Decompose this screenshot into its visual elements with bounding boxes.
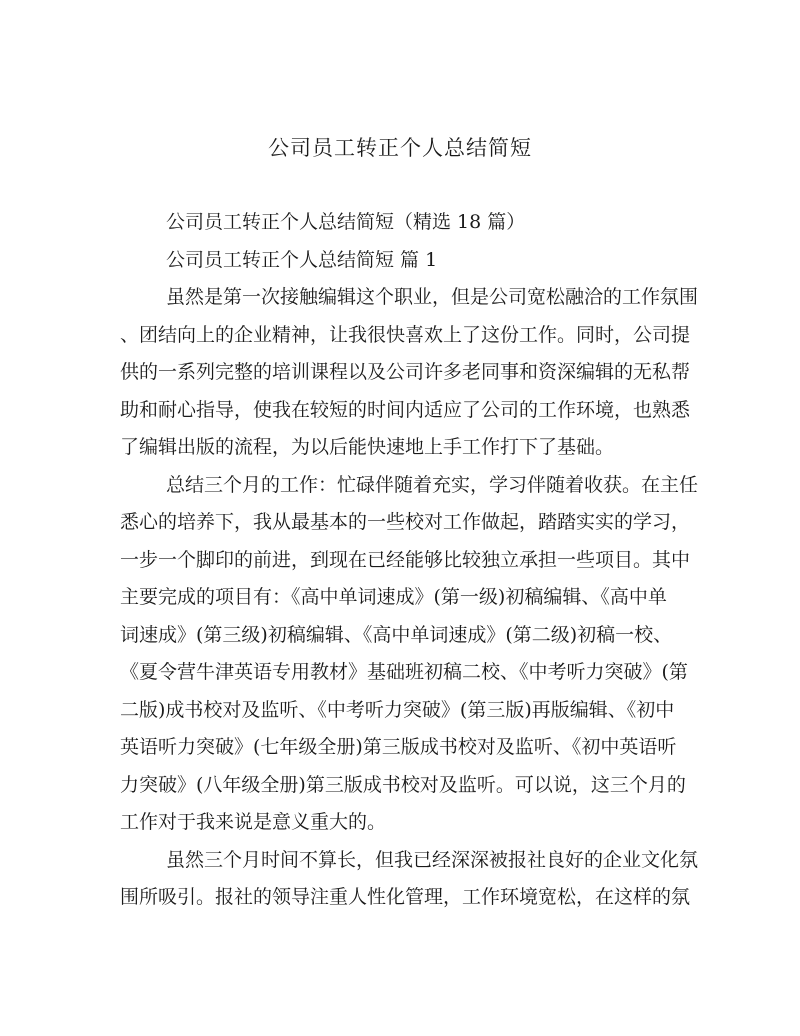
paragraph: [120, 467, 699, 842]
paragraph-line: 悉心的培养下，我从最基本的一些校对工作做起，踏踏实实的学习，: [120, 511, 691, 533]
paragraph-line: 总结三个月的工作：忙碌伴随着充实，学习伴随着收获。在主任: [166, 473, 699, 496]
paragraph-line: 助和耐心指导，使我在较短的时间内适应了公司的工作环境，也熟悉: [120, 398, 691, 421]
paragraph-line: 围所吸引。报社的领导注重人性化管理，工作环境宽松，在这样的氛: [120, 886, 691, 908]
document-body: [120, 204, 699, 917]
paragraph-line: 英语听力突破》(七年级全册)第三版成书校对及监听、《初中英语听: [120, 736, 677, 758]
section-heading: 公司员工转正个人总结简短 篇 1: [166, 248, 438, 271]
paragraph: [120, 279, 699, 467]
paragraph-line: 二版)成书校对及监听、《中考听力突破》(第三版)再版编辑、《初中: [120, 698, 675, 721]
paragraph-line: 工作对于我来说是意义重大的。: [120, 811, 387, 833]
paragraph-line: 词速成》(第三级)初稿编辑、《高中单词速成》(第二级)初稿一校、: [120, 623, 673, 646]
paragraph-line: 了编辑出版的流程，为以后能快速地上手工作打下了基础。: [120, 436, 615, 458]
paragraph-line: 一步一个脚印的前进，到现在已经能够比较独立承担一些项目。其中: [120, 548, 691, 571]
paragraph: [120, 842, 699, 917]
paragraph-line: 虽然三个月时间不算长，但我已经深深被报社良好的企业文化氛: [166, 848, 699, 871]
paragraph-line: 虽然是第一次接触编辑这个职业，但是公司宽松融洽的工作氛围: [166, 286, 699, 308]
document-subtitle: 公司员工转正个人总结简短（精选 18 篇）: [166, 211, 526, 233]
paragraph-line: 《夏令营牛津英语专用教材》基础班初稿二校、《中考听力突破》(第: [120, 661, 688, 683]
paragraph-line: 力突破》(八年级全册)第三版成书校对及监听。可以说，这三个月的: [120, 773, 686, 796]
paragraph-line: 、团结向上的企业精神，让我很快喜欢上了这份工作。同时，公司提: [120, 323, 691, 346]
document-title: 公司员工转正个人总结简短: [268, 136, 532, 160]
paragraph-line: 主要完成的项目有：《高中单词速成》(第一级)初稿编辑、《高中单: [120, 586, 667, 608]
paragraph-line: 供的一系列完整的培训课程以及公司许多老同事和资深编辑的无私帮: [120, 361, 691, 383]
